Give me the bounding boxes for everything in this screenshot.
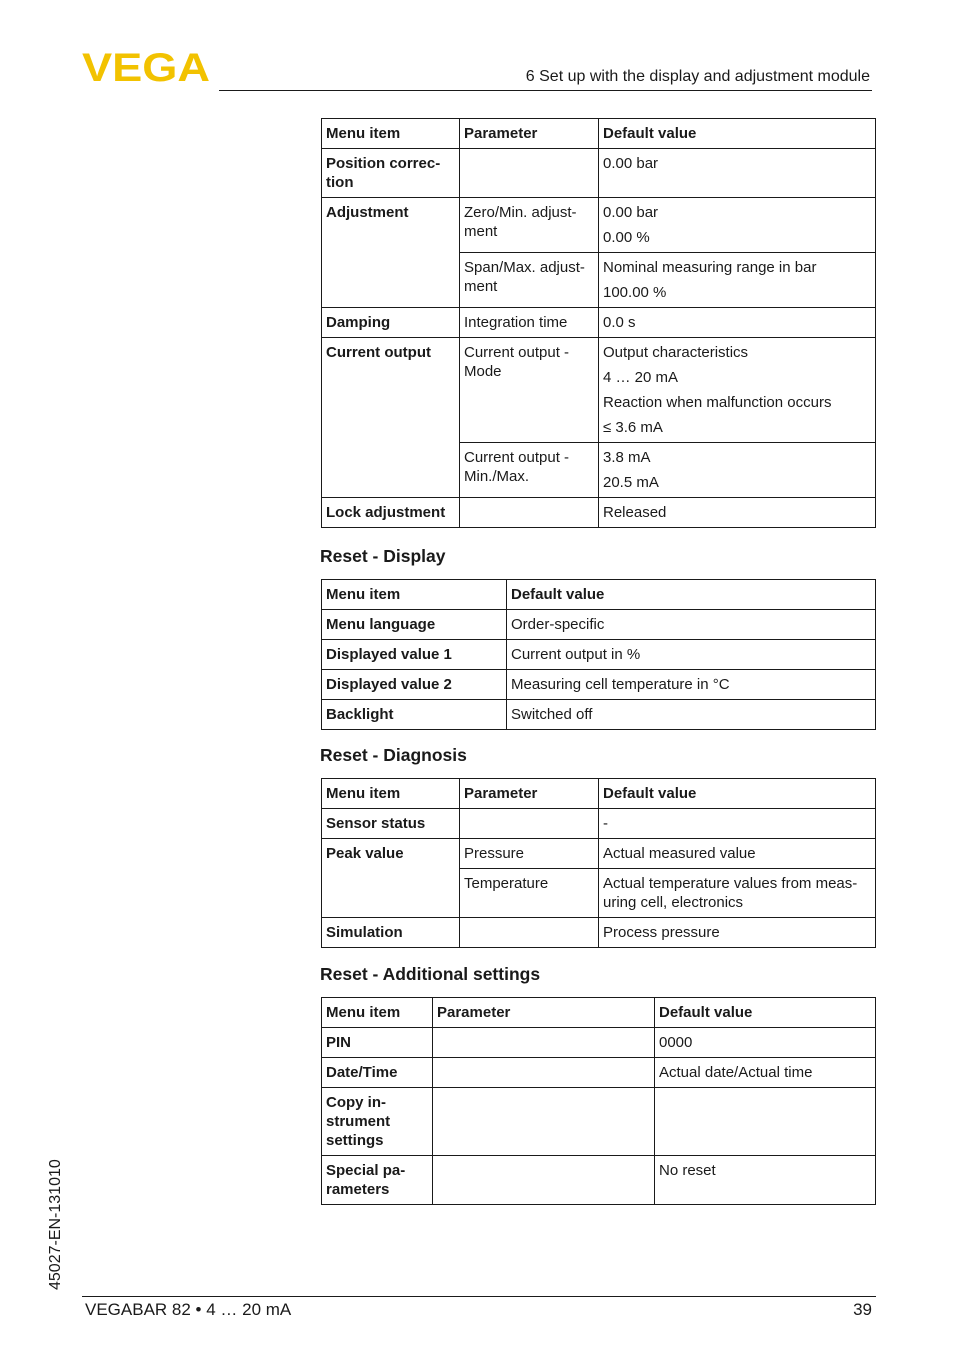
- table-row: [322, 198, 876, 253]
- default-value-cell: Actual date/Actual time: [655, 1058, 876, 1088]
- footer-divider: [82, 1296, 876, 1297]
- parameter-cell: [460, 149, 599, 198]
- menu-item-cell: Menu language: [322, 610, 507, 640]
- table-row: [322, 610, 876, 640]
- parameter-cell: [433, 1058, 655, 1088]
- default-value-cell: [655, 1088, 876, 1156]
- table-row: [322, 700, 876, 730]
- section-heading-reset-display: Reset - Display: [320, 546, 446, 566]
- parameter-cell: [433, 1156, 655, 1205]
- table-row: [322, 498, 876, 528]
- column-header: Default value: [599, 779, 876, 809]
- footer-product: VEGABAR 82 • 4 … 20 mA: [85, 1300, 292, 1319]
- setup-defaults-table: [321, 118, 876, 528]
- menu-item-cell: Displayed value 1: [322, 640, 507, 670]
- vega-logo: [82, 50, 212, 84]
- default-value-cell: Order-specific: [507, 610, 876, 640]
- default-value-cell: [599, 869, 876, 918]
- table-row: [322, 1088, 876, 1156]
- default-value-line: 100.00 %: [603, 284, 667, 301]
- section-heading-reset-additional: Reset - Additional settings: [320, 964, 541, 984]
- table-row: [322, 809, 876, 839]
- menu-item-cell: Damping: [322, 308, 460, 338]
- default-value-cell: Measuring cell temperature in °C: [507, 670, 876, 700]
- column-header: Menu item: [322, 779, 460, 809]
- table-row: [322, 640, 876, 670]
- default-value-line: 4 … 20 mA: [603, 369, 679, 386]
- menu-item-cell: Backlight: [322, 700, 507, 730]
- menu-item-cell: Date/Time: [322, 1058, 433, 1088]
- logo-text: VEGA: [82, 50, 210, 84]
- menu-item-cell: [322, 1156, 433, 1205]
- default-value-cell: [599, 198, 876, 253]
- menu-item-cell: Lock adjustment: [322, 498, 460, 528]
- default-value-cell: [599, 253, 876, 308]
- parameter-span-adjustment: Span/Max. adjust- ment: [464, 259, 585, 295]
- default-value-cell: 0.00 bar: [599, 149, 876, 198]
- reset-diagnosis-table: [321, 778, 876, 948]
- parameter-cell: [460, 253, 599, 308]
- table-row: [322, 338, 876, 443]
- table-header-row: [322, 779, 876, 809]
- table-row: [322, 149, 876, 198]
- column-header: Parameter: [460, 119, 599, 149]
- parameter-cell: [460, 498, 599, 528]
- menu-item-special-parameters: Special pa- rameters: [326, 1162, 406, 1198]
- default-value-cell: Current output in %: [507, 640, 876, 670]
- menu-item-cell: [322, 149, 460, 198]
- table-row: [322, 1058, 876, 1088]
- column-header: Default value: [507, 580, 876, 610]
- default-value-cell: 0.0 s: [599, 308, 876, 338]
- menu-item-cell: Displayed value 2: [322, 670, 507, 700]
- menu-item-cell: Peak value: [322, 839, 460, 918]
- parameter-cell: [433, 1028, 655, 1058]
- column-header: Default value: [599, 119, 876, 149]
- default-value-line: 3.8 mA: [603, 449, 651, 466]
- default-value-line: ≤ 3.6 mA: [603, 419, 663, 436]
- column-header: Menu item: [322, 998, 433, 1028]
- page-number: 39: [853, 1300, 872, 1319]
- default-value-cell: Actual measured value: [599, 839, 876, 869]
- reset-display-table: [321, 579, 876, 730]
- default-value-line: Reaction when malfunction occurs: [603, 394, 832, 411]
- parameter-cell: Pressure: [460, 839, 599, 869]
- default-value-line: Nominal measuring range in bar: [603, 259, 817, 276]
- default-value-cell: -: [599, 809, 876, 839]
- reset-additional-settings-table: [321, 997, 876, 1205]
- default-value-line: 0.00 %: [603, 229, 650, 246]
- default-value-cell: Released: [599, 498, 876, 528]
- document-code: 45027-EN-131010: [47, 1159, 64, 1290]
- menu-item-cell: Sensor status: [322, 809, 460, 839]
- table-row: [322, 1156, 876, 1205]
- parameter-current-output-minmax: Current output - Min./Max.: [464, 449, 570, 485]
- table-header-row: [322, 998, 876, 1028]
- parameter-cell: [460, 918, 599, 948]
- menu-item-position-correction: Position correc- tion: [326, 155, 441, 191]
- parameter-cell: [460, 198, 599, 253]
- default-value-line: 0.00 bar: [603, 204, 659, 221]
- menu-item-cell: [322, 1088, 433, 1156]
- table-row: [322, 670, 876, 700]
- default-value-line: 20.5 mA: [603, 474, 659, 491]
- table-header-row: [322, 580, 876, 610]
- menu-item-cell: Current output: [322, 338, 460, 498]
- parameter-cell: Temperature: [460, 869, 599, 918]
- table-row: [322, 839, 876, 869]
- table-row: [322, 918, 876, 948]
- column-header: Menu item: [322, 580, 507, 610]
- table-row: [322, 308, 876, 338]
- parameter-zero-adjustment: Zero/Min. adjust- ment: [464, 204, 577, 240]
- table-header-row: [322, 119, 876, 149]
- parameter-current-output-mode: Current output - Mode: [464, 344, 570, 380]
- menu-item-cell: Simulation: [322, 918, 460, 948]
- default-value-line: Output characteristics: [603, 344, 749, 361]
- column-header: Parameter: [433, 998, 655, 1028]
- section-heading-reset-diagnosis: Reset - Diagnosis: [320, 745, 467, 765]
- default-value-cell: [599, 443, 876, 498]
- column-header: Menu item: [322, 119, 460, 149]
- table-row: [322, 1028, 876, 1058]
- parameter-cell: [460, 338, 599, 443]
- menu-item-cell: Adjustment: [322, 198, 460, 308]
- parameter-cell: [433, 1088, 655, 1156]
- default-value-cell: Switched off: [507, 700, 876, 730]
- column-header: Default value: [655, 998, 876, 1028]
- default-value-cell: Process pressure: [599, 918, 876, 948]
- default-value-cell: [599, 338, 876, 443]
- chapter-title: 6 Set up with the display and adjustment module: [525, 68, 870, 85]
- parameter-cell: [460, 809, 599, 839]
- column-header: Parameter: [460, 779, 599, 809]
- menu-item-cell: PIN: [322, 1028, 433, 1058]
- parameter-cell: Integration time: [460, 308, 599, 338]
- header-divider: [219, 90, 872, 91]
- menu-item-copy-settings: Copy in- strument settings: [326, 1094, 391, 1149]
- default-value-cell: 0000: [655, 1028, 876, 1058]
- default-value-cell: No reset: [655, 1156, 876, 1205]
- default-value-temperature: Actual temperature values from meas- uring cell, electronics: [603, 875, 858, 911]
- parameter-cell: [460, 443, 599, 498]
